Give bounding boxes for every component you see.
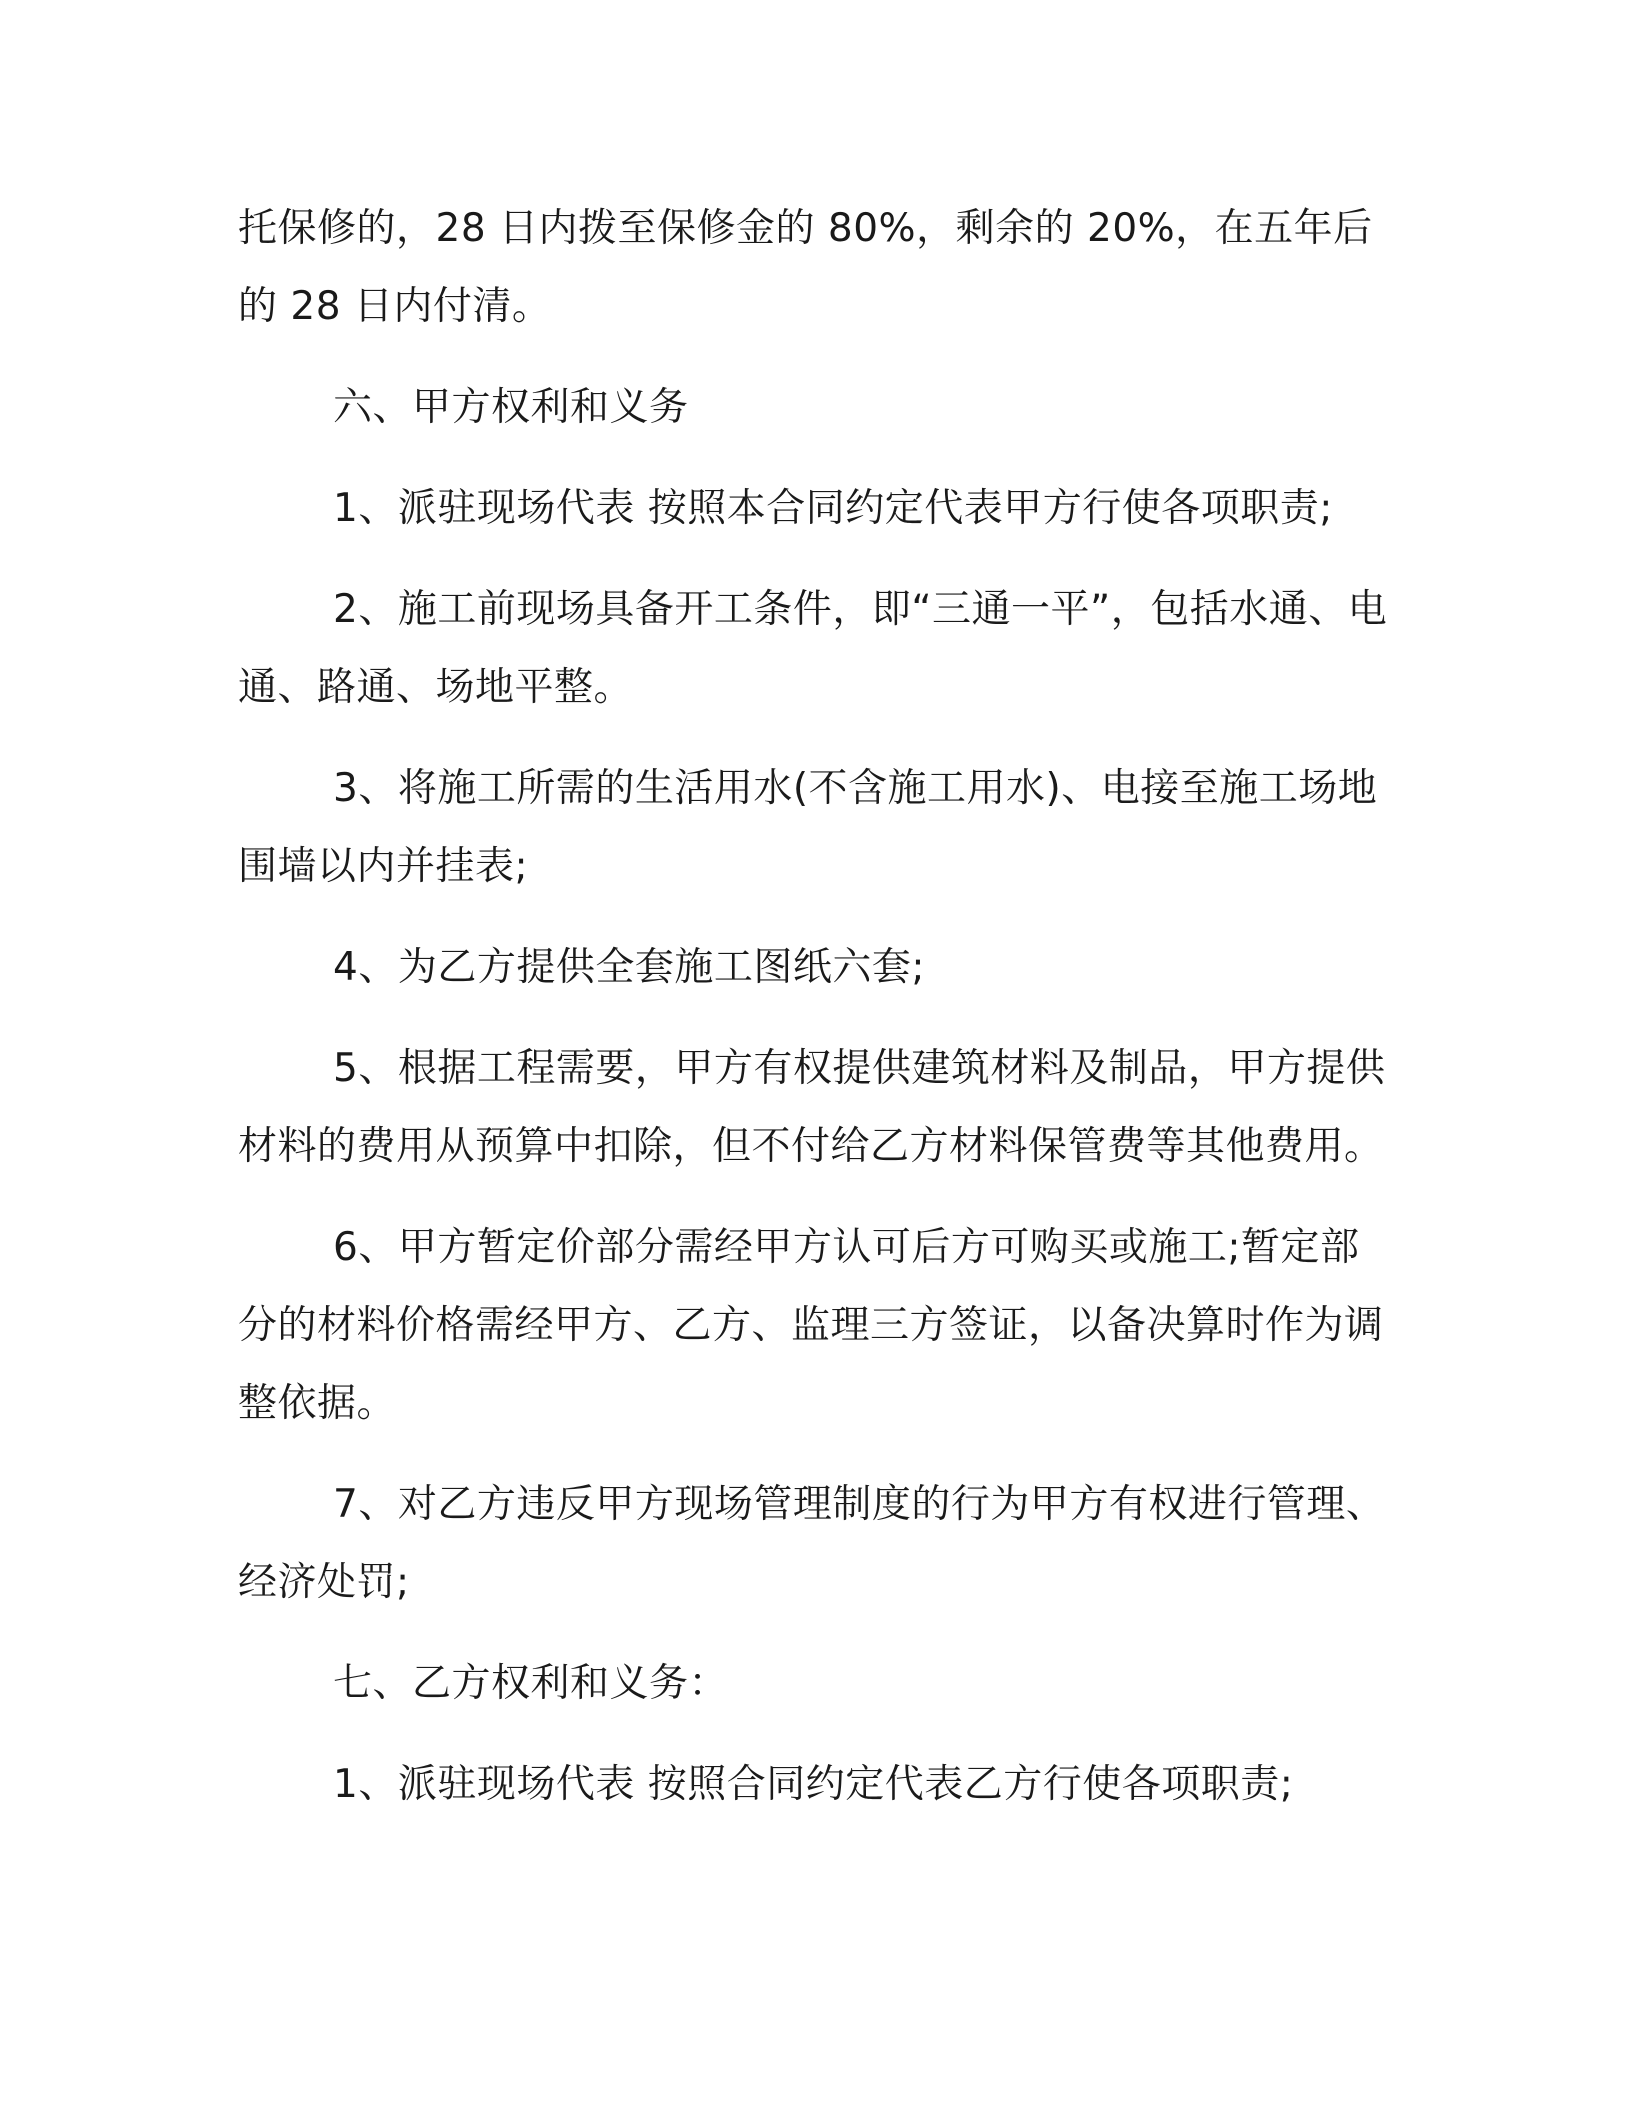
clause-a-6: 6、甲方暂定价部分需经甲方认可后方可购买或施工;暂定部分的材料价格需经甲方、乙方、监理三方签证，以备决算时作为调整依据。 <box>238 1225 1384 1426</box>
clause-b-1: 1、派驻现场代表 按照合同约定代表乙方行使各项职责; <box>333 1762 1294 1807</box>
section-heading-party-b: 七、乙方权利和义务： <box>333 1661 729 1706</box>
clause-a-5: 5、根据工程需要，甲方有权提供建筑材料及制品，甲方提供材料的费用从预算中扣除，但不付给乙方材料保管费等其他费用。 <box>238 1046 1386 1169</box>
section-heading-party-a: 六、甲方权利和义务 <box>333 385 689 430</box>
document-body <box>238 190 1388 1824</box>
clause-a-4: 4、为乙方提供全套施工图纸六套; <box>333 945 925 990</box>
clause-a-3: 3、将施工所需的生活用水(不含施工用水)、电接至施工场地围墙以内并挂表; <box>238 766 1378 889</box>
clause-a-2: 2、施工前现场具备开工条件，即“三通一平”，包括水通、电通、路通、场地平整。 <box>238 587 1388 710</box>
clause-a-7: 7、对乙方违反甲方现场管理制度的行为甲方有权进行管理、经济处罚; <box>238 1482 1386 1605</box>
paragraph-payment-continuation: 托保修的，28 日内拨至保修金的 80%，剩余的 20%，在五年后的 28 日内付清。 <box>238 206 1373 329</box>
clause-a-1: 1、派驻现场代表 按照本合同约定代表甲方行使各项职责; <box>333 486 1333 531</box>
